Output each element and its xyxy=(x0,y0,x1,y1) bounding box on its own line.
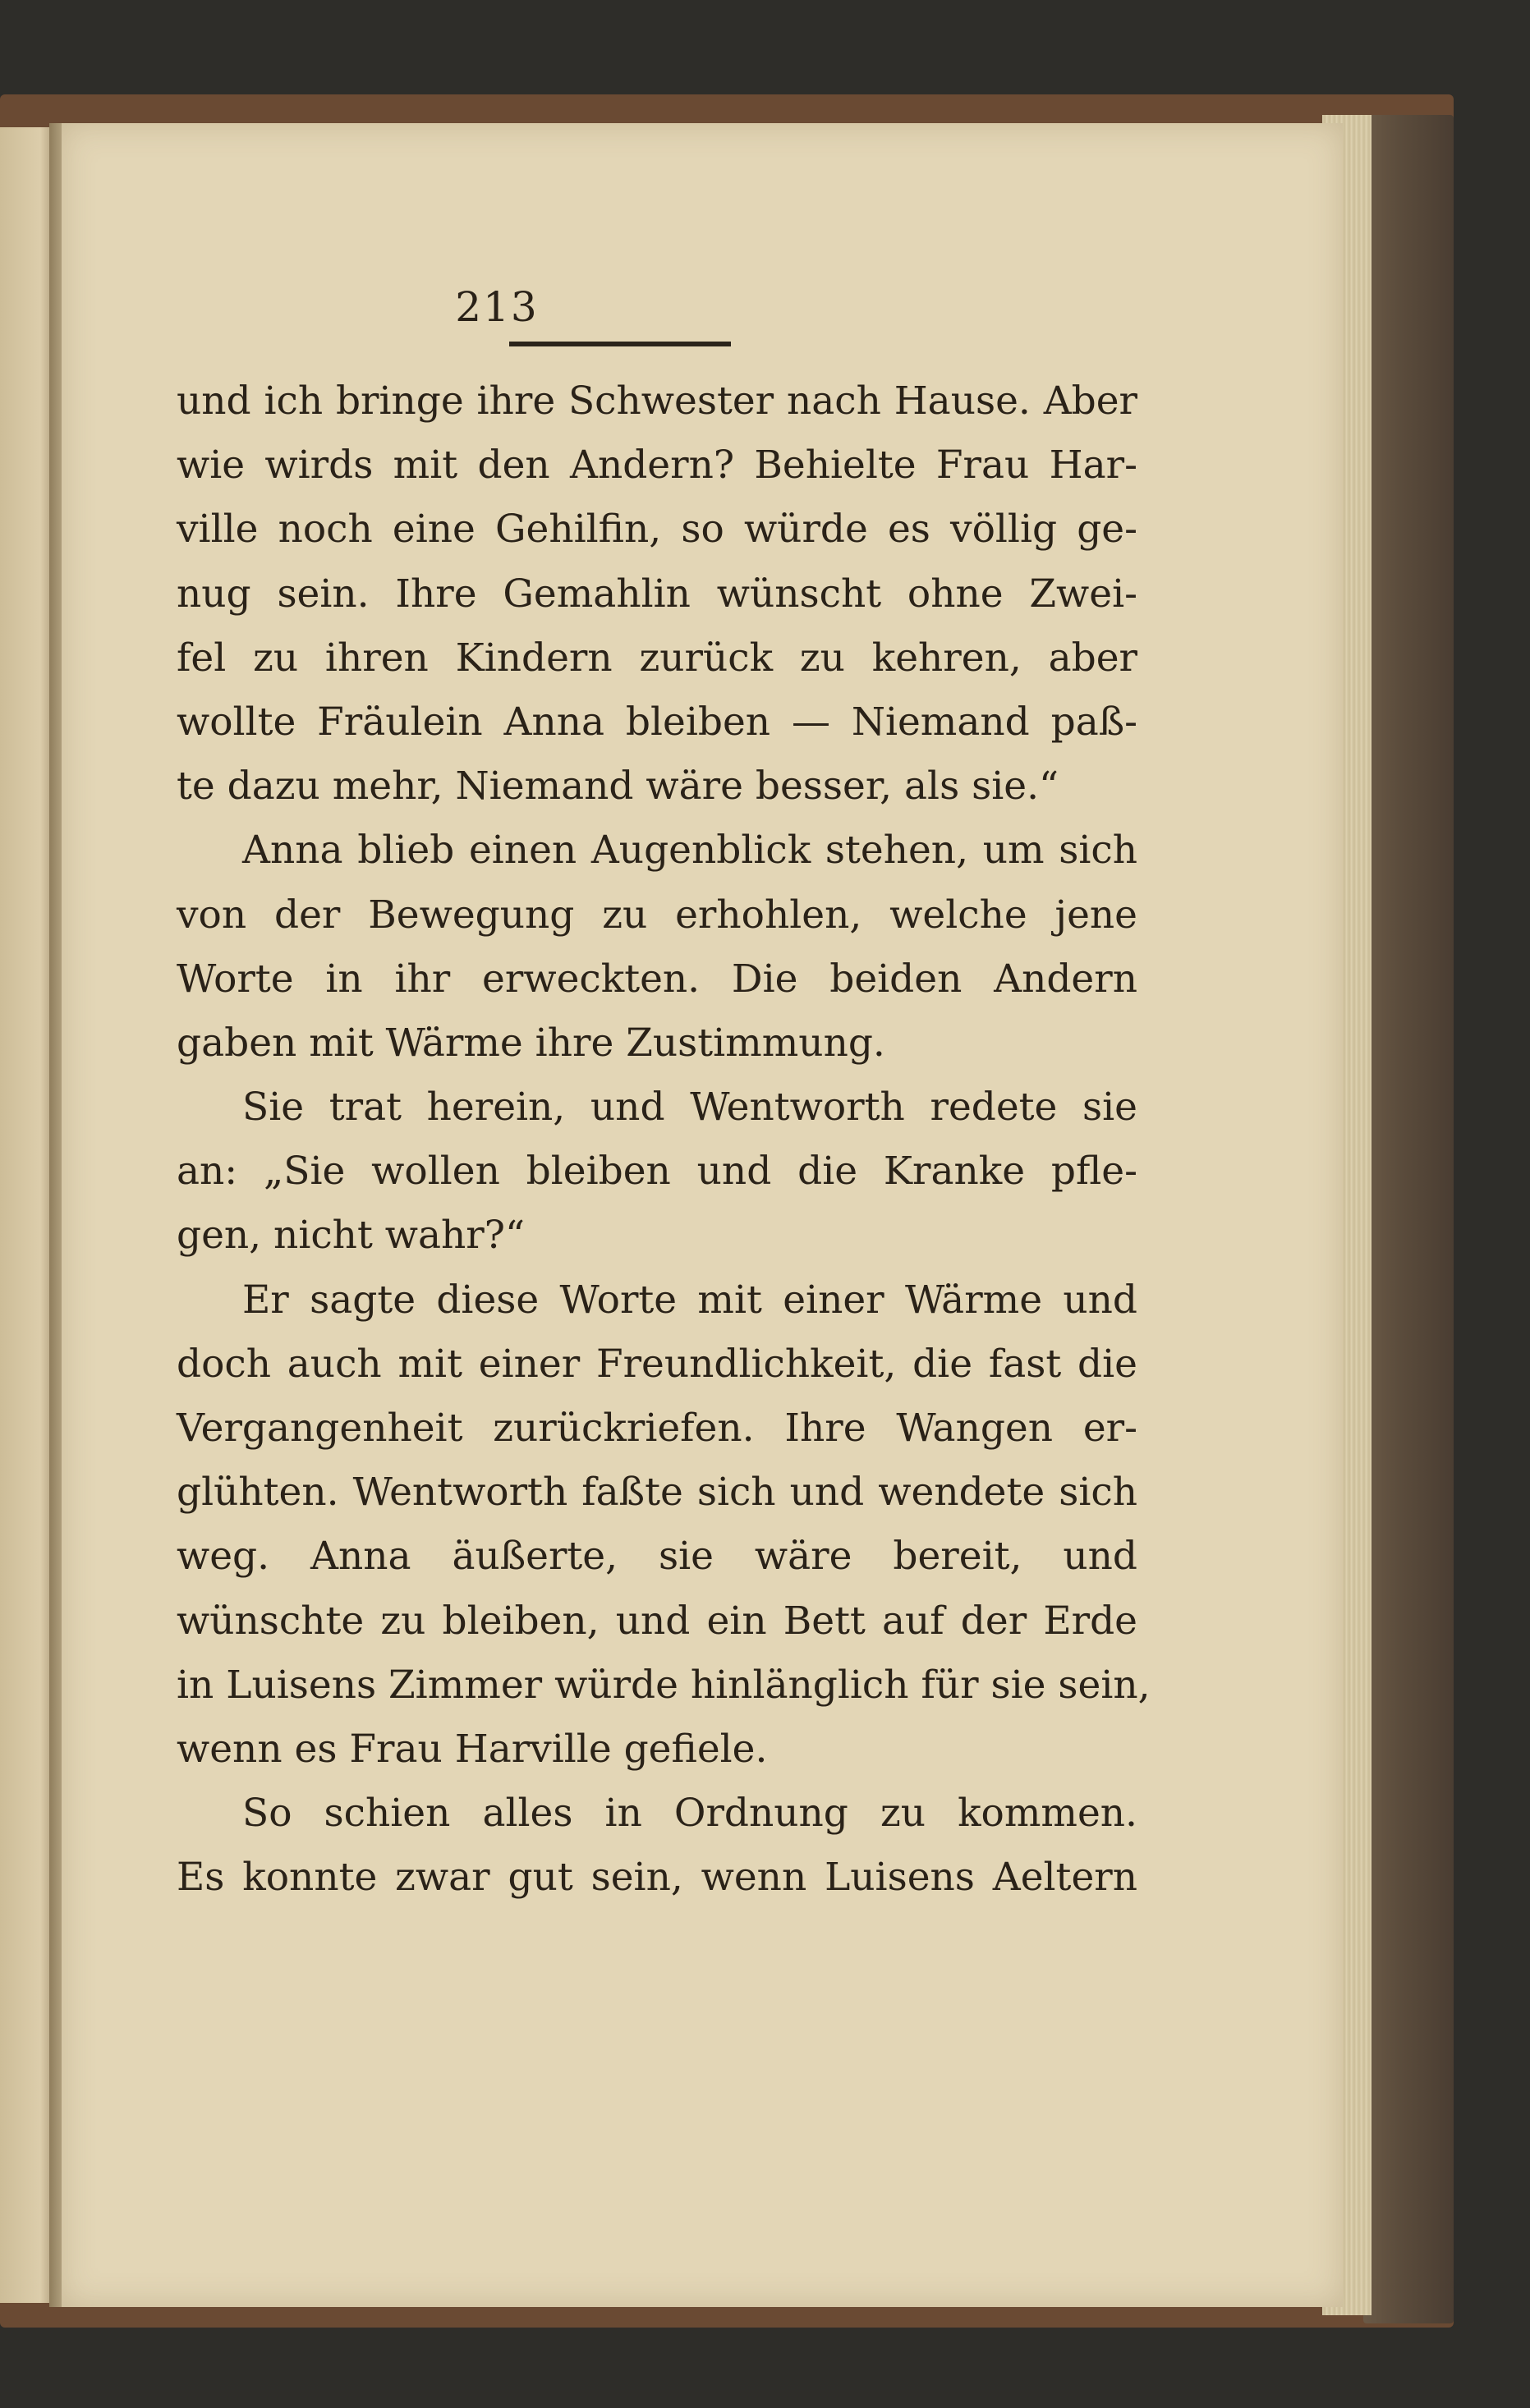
text-line: nug sein. Ihre Gemahlin wünscht ohne Zwei- xyxy=(177,571,1137,617)
header-rule xyxy=(509,342,731,346)
text-line: weg. Anna äußerte, sie wäre bereit, und xyxy=(177,1534,1137,1580)
cover-edge xyxy=(1363,115,1454,2323)
text-line: doch auch mit einer Freundlichkeit, die fast die xyxy=(177,1341,1137,1387)
text-line: wenn es Frau Harville gefiele. xyxy=(177,1726,768,1772)
text-line: glühten. Wentworth faßte sich und wendete sich xyxy=(177,1470,1137,1516)
text-line: von der Bewegung zu erhohlen, welche jene xyxy=(177,892,1137,938)
body-text xyxy=(177,369,1151,1910)
page-number: 213 xyxy=(455,283,539,331)
text-line: Sie trat herein, und Wentworth redete sie xyxy=(242,1085,1137,1131)
text-line: fel zu ihren Kindern zurück zu kehren, aber xyxy=(177,635,1137,681)
text-line: wie wirds mit den Andern? Behielte Frau Har- xyxy=(177,443,1137,488)
book-page xyxy=(62,123,1343,2307)
text-line: Worte in ihr erweckten. Die beiden Andern xyxy=(177,956,1137,1002)
text-line: gaben mit Wärme ihre Zustimmung. xyxy=(177,1020,885,1066)
text-line: te dazu mehr, Niemand wäre besser, als sie.“ xyxy=(177,764,1059,810)
text-line: gen, nicht wahr?“ xyxy=(177,1213,525,1259)
text-line: wünschte zu bleiben, und ein Bett auf der Erde xyxy=(177,1598,1137,1644)
text-line: an: „Sie wollen bleiben und die Kranke pfle- xyxy=(177,1149,1137,1195)
text-line: So schien alles in Ordnung zu kommen. xyxy=(242,1791,1137,1837)
text-line: Er sagte diese Worte mit einer Wärme und xyxy=(242,1277,1137,1323)
text-line: Es konnte zwar gut sein, wenn Luisens Aeltern xyxy=(177,1855,1137,1901)
text-line: ville noch eine Gehilfin, so würde es völlig ge- xyxy=(177,507,1137,553)
text-line: wollte Fräulein Anna bleiben — Niemand paß- xyxy=(177,699,1137,745)
text-line: Vergangenheit zurückriefen. Ihre Wangen er- xyxy=(177,1406,1137,1451)
text-line: und ich bringe ihre Schwester nach Hause. Aber xyxy=(177,378,1137,424)
text-line: in Luisens Zimmer würde hinlänglich für sie sein, xyxy=(177,1662,1151,1708)
text-line: Anna blieb einen Augenblick stehen, um sich xyxy=(242,828,1137,874)
